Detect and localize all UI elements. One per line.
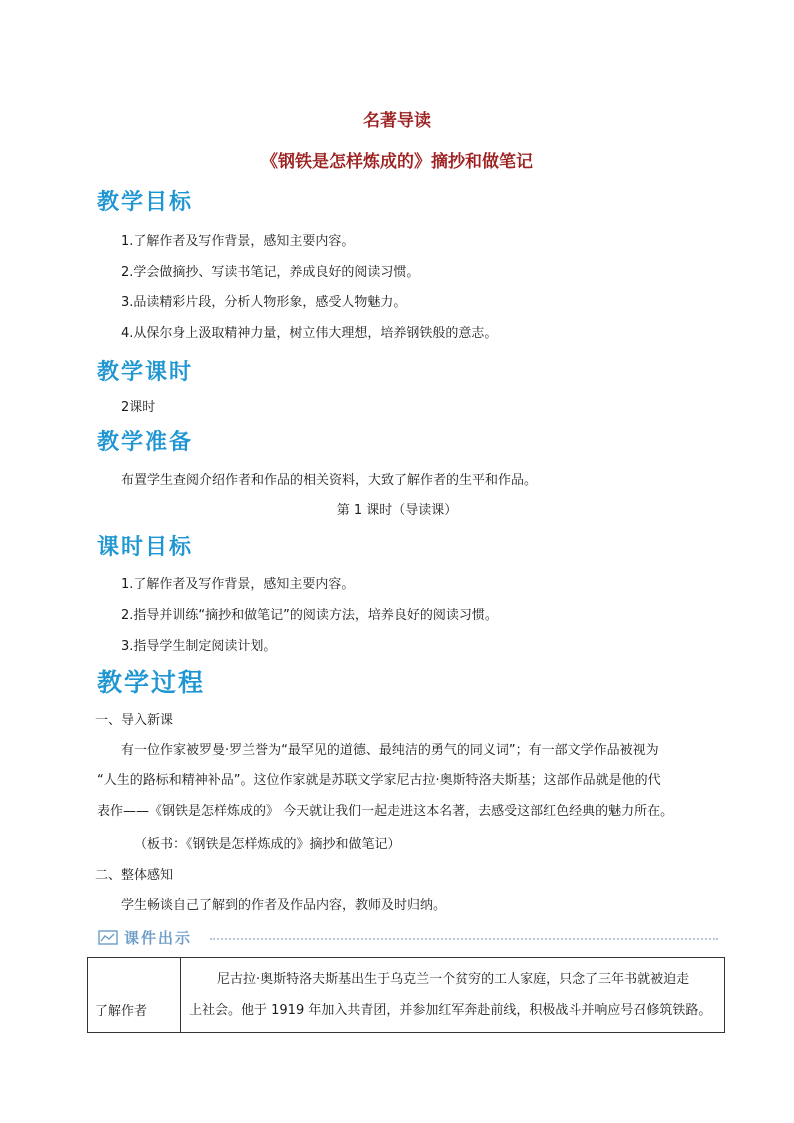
table-content-cell bbox=[181, 958, 725, 1033]
heading-teaching-prep: 教学准备 bbox=[97, 430, 194, 455]
hours-text: 2课时 bbox=[121, 400, 156, 415]
board-note: （板书：《钢铁是怎样炼成的》摘抄和做笔记） bbox=[134, 837, 401, 852]
goal-item: 1.了解作者及写作背景，感知主要内容。 bbox=[121, 234, 355, 249]
dotted-divider bbox=[210, 938, 718, 940]
paragraph-line: “人生的路标和精神补品”。这位作家就是苏联文学家尼古拉·奥斯特洛夫斯基；这部作品就是他的代 bbox=[97, 773, 661, 788]
goal-item: 3.品读精彩片段，分析人物形象，感受人物魅力。 bbox=[121, 295, 407, 310]
author-info-table bbox=[87, 957, 725, 1033]
table-content-line: 尼古拉·奥斯特洛夫斯基出生于乌克兰一个贫穷的工人家庭，只念了三年书就被迫走 bbox=[217, 972, 690, 987]
table-label-cell bbox=[88, 958, 181, 1033]
goal-item: 4.从保尔身上汲取精神力量，树立伟大理想，培养钢铁般的意志。 bbox=[121, 326, 498, 341]
courseware-label: 课件出示 bbox=[124, 929, 193, 947]
heading-teaching-hours: 教学课时 bbox=[97, 360, 194, 385]
paragraph-line: 表作——《钢铁是怎样炼成的》 今天就让我们一起走进这本名著，去感受这部红色经典的魅力所在。 bbox=[97, 804, 674, 819]
lesson-goal-item: 2.指导并训练“摘抄和做笔记”的阅读方法，培养良好的阅读习惯。 bbox=[121, 608, 498, 623]
doc-subtitle: 《钢铁是怎样炼成的》摘抄和做笔记 bbox=[261, 152, 533, 172]
prep-text: 布置学生查阅介绍作者和作品的相关资料，大致了解作者的生平和作品。 bbox=[121, 473, 538, 488]
part2-text: 学生畅谈自己了解到的作者及作品内容，教师及时归纳。 bbox=[121, 898, 447, 913]
heading-lesson-goals: 课时目标 bbox=[97, 535, 194, 560]
lesson-label: 第 1 课时（导读课） bbox=[336, 503, 458, 518]
part2-title: 二、整体感知 bbox=[95, 868, 174, 883]
part1-title: 一、导入新课 bbox=[95, 713, 174, 728]
chart-icon bbox=[98, 930, 118, 946]
lesson-goal-item: 3.指导学生制定阅读计划。 bbox=[121, 639, 277, 654]
table-row bbox=[88, 958, 725, 1033]
lesson-goal-item: 1.了解作者及写作背景，感知主要内容。 bbox=[121, 577, 355, 592]
table-label: 了解作者 bbox=[95, 1003, 148, 1019]
heading-teaching-goals: 教学目标 bbox=[97, 190, 194, 215]
goal-item: 2.学会做摘抄、写读书笔记，养成良好的阅读习惯。 bbox=[121, 265, 420, 280]
doc-title: 名著导读 bbox=[363, 111, 431, 131]
paragraph-line: 有一位作家被罗曼·罗兰誉为“最罕见的道德、最纯洁的勇气的同义词”；有一部文学作品被视为 bbox=[121, 743, 659, 758]
table-content-line: 上社会。他于 1919 年加入共青团，并参加红军奔赴前线，积极战斗并响应号召修筑铁路。 bbox=[189, 1003, 712, 1018]
heading-teaching-process: 教学过程 bbox=[97, 668, 206, 697]
courseware-banner bbox=[98, 927, 718, 949]
